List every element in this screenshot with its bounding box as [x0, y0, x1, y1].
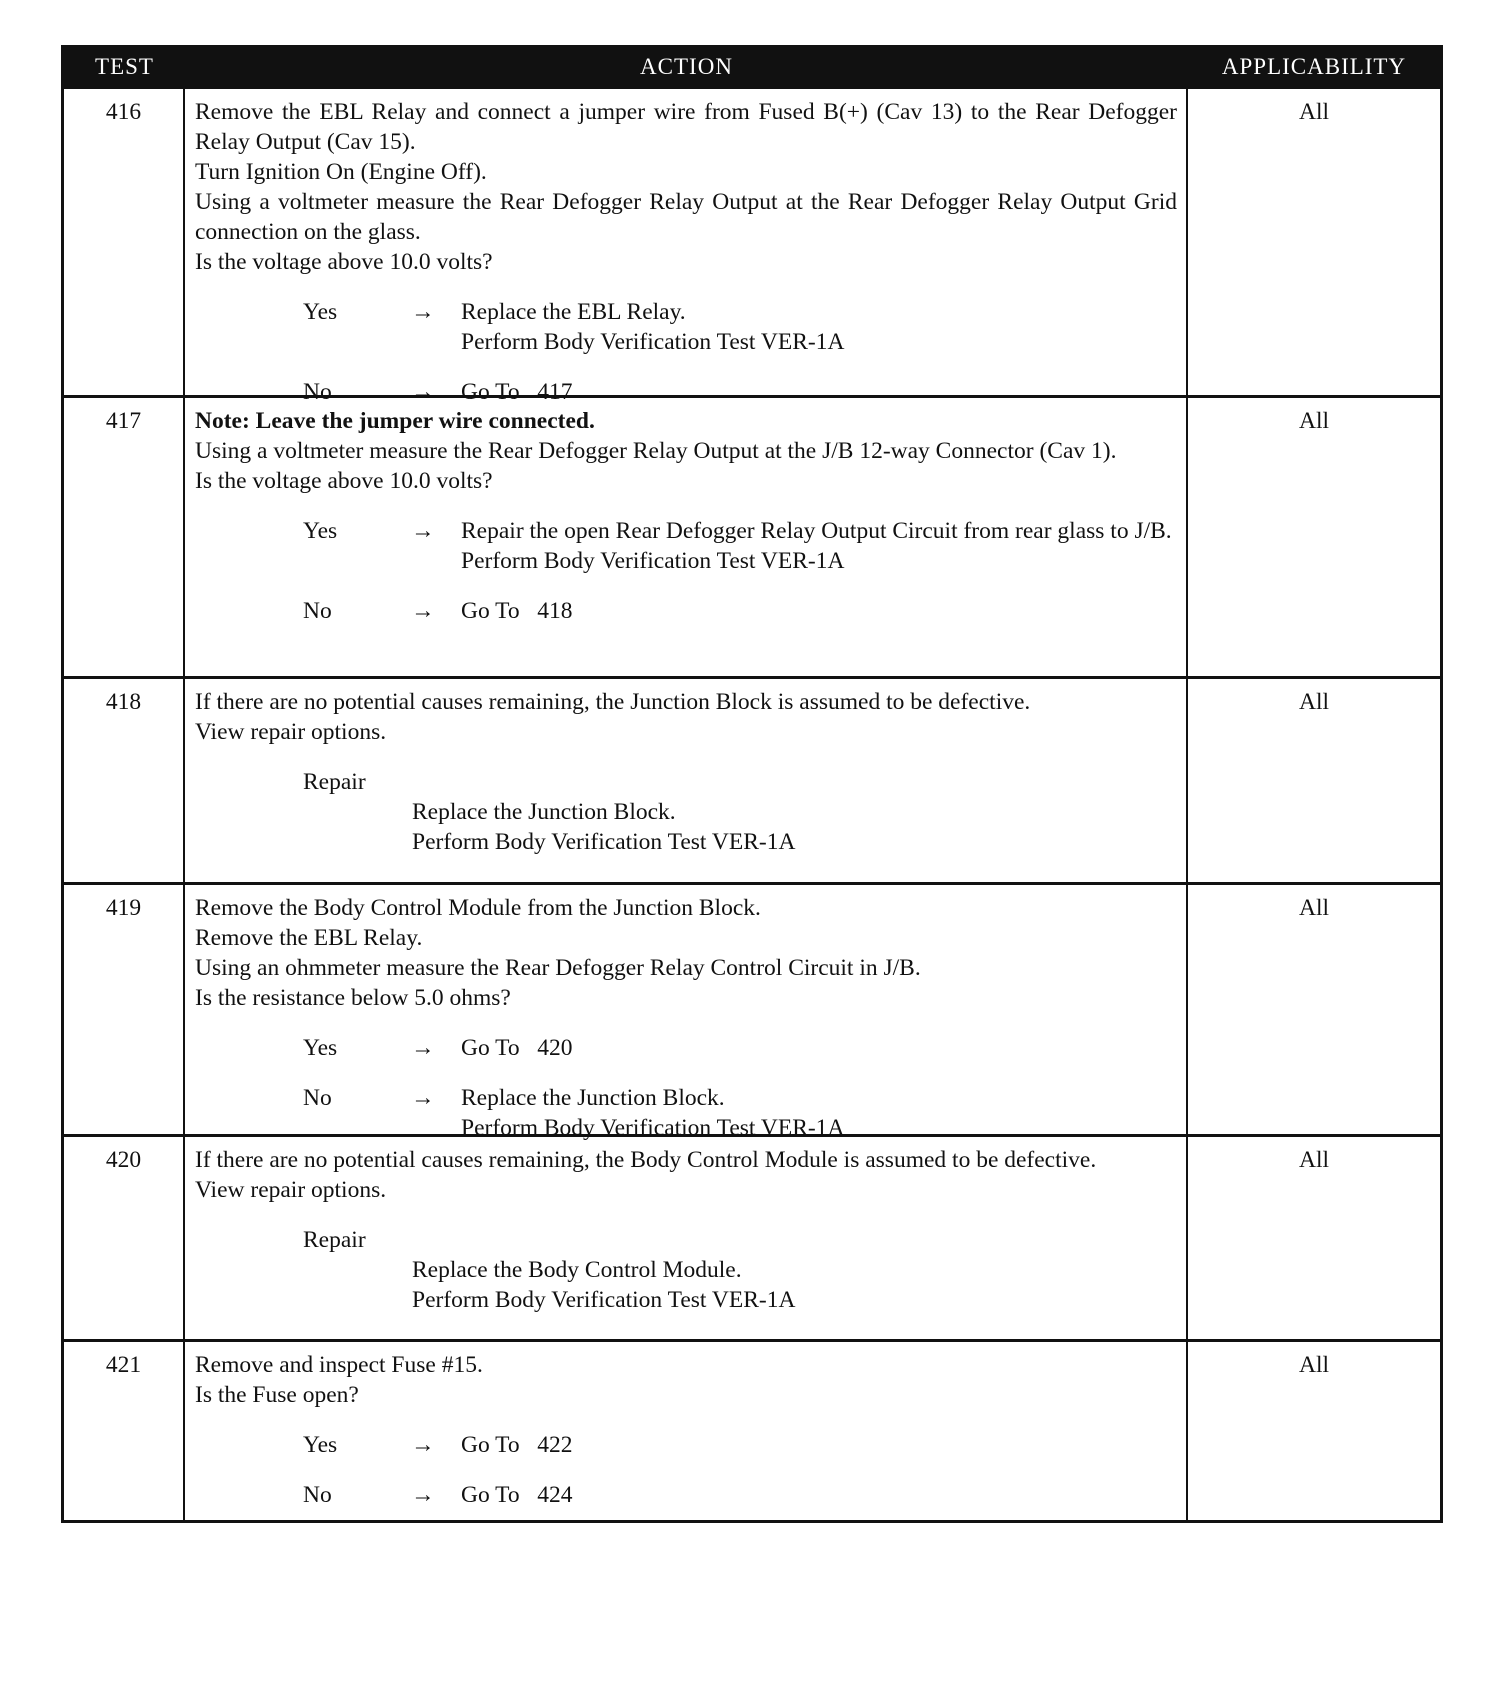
table-row: [64, 1134, 1440, 1339]
test-number: 418: [64, 679, 185, 882]
answer-label: Yes: [303, 1432, 338, 1458]
action-line: Is the voltage above 10.0 volts?: [195, 249, 493, 275]
test-number: 416: [64, 89, 185, 395]
answer-line: Go To 424: [461, 1482, 573, 1508]
repair-steps: [195, 1255, 1177, 1315]
answer-yes: [195, 1430, 1177, 1460]
arrow-icon: →: [411, 1035, 435, 1061]
action-line: Using a voltmeter measure the Rear Defogger Relay Output at the J/B 12-way Connector (Cav 1).: [195, 438, 1117, 464]
test-number: 417: [64, 398, 185, 676]
arrow-icon: →: [411, 518, 435, 544]
repair-line: Replace the Junction Block.: [412, 799, 676, 825]
answer-no: [195, 1083, 1177, 1143]
table-row: [64, 395, 1440, 676]
note-text: Note: Leave the jumper wire connected.: [195, 408, 595, 434]
applicability: All: [1298, 1352, 1330, 1378]
arrow-icon: →: [411, 1432, 435, 1458]
action-line: Remove the Body Control Module from the Junction Block.: [195, 895, 761, 921]
answer-label: Yes: [303, 518, 338, 544]
action-line: Turn Ignition On (Engine Off).: [195, 159, 487, 185]
action-line: Remove the EBL Relay and connect a jumper wire from Fused B(+) (Cav 13) to the Rear Defogger Relay Output (Cav 15).: [195, 99, 1177, 155]
action-line: Is the voltage above 10.0 volts?: [195, 468, 493, 494]
action-line: If there are no potential causes remaining, the Junction Block is assumed to be defective.: [195, 689, 1031, 715]
repair-label: Repair: [303, 1227, 366, 1253]
action-cell: [185, 1342, 1188, 1520]
action-line: Remove and inspect Fuse #15.: [195, 1352, 483, 1378]
answer-no: [195, 596, 1177, 626]
answer-line: Replace the EBL Relay.: [461, 299, 686, 325]
test-number: 419: [64, 885, 185, 1134]
answer-line: Perform Body Verification Test VER-1A: [461, 1115, 845, 1141]
arrow-icon: →: [411, 1085, 435, 1111]
answer-yes: [195, 1033, 1177, 1063]
action-cell: [185, 679, 1188, 882]
action-cell: [185, 885, 1188, 1141]
answer-line: Replace the Junction Block.: [461, 1085, 725, 1111]
answer-label: Yes: [303, 1035, 338, 1061]
applicability: All: [1298, 1147, 1330, 1173]
answer-line: Perform Body Verification Test VER-1A: [461, 329, 845, 355]
test-number: 420: [64, 1137, 185, 1339]
answer-line: Repair the open Rear Defogger Relay Output Circuit from rear glass to J/B.: [461, 518, 1172, 544]
action-line: View repair options.: [195, 1177, 387, 1203]
action-line: Using an ohmmeter measure the Rear Defogger Relay Control Circuit in J/B.: [195, 955, 921, 981]
answer-label: No: [303, 1482, 332, 1508]
action-line: Using a voltmeter measure the Rear Defogger Relay Output at the Rear Defogger Relay Output Grid connection on the glass.: [195, 189, 1177, 245]
test-number: 421: [64, 1342, 185, 1520]
applicability: All: [1298, 895, 1330, 921]
table-row: [64, 1339, 1440, 1520]
answer-yes: [195, 516, 1177, 576]
action-cell: [185, 89, 1188, 405]
action-line: Is the Fuse open?: [195, 1382, 359, 1408]
applicability: All: [1298, 408, 1330, 434]
action-line: View repair options.: [195, 719, 387, 745]
table-row: [64, 676, 1440, 882]
answer-line: Go To 420: [461, 1035, 573, 1061]
header-applicability: APPLICABILITY: [1221, 54, 1407, 79]
answer-line: Go To 417: [461, 379, 573, 405]
action-line: If there are no potential causes remaining, the Body Control Module is assumed to be defective.: [195, 1147, 1097, 1173]
repair-steps: [195, 797, 1177, 857]
arrow-icon: →: [411, 379, 435, 405]
answer-label: Yes: [303, 299, 338, 325]
answer-label: No: [303, 1085, 332, 1111]
action-cell: [185, 1137, 1188, 1339]
table-row: [64, 86, 1440, 405]
repair-label: Repair: [303, 769, 366, 795]
repair-line: Replace the Body Control Module.: [412, 1257, 742, 1283]
repair-line: Perform Body Verification Test VER-1A: [412, 1287, 796, 1313]
table-row: [64, 882, 1440, 1141]
answer-label: No: [303, 379, 332, 405]
action-cell: [185, 398, 1188, 676]
action-line: Is the resistance below 5.0 ohms?: [195, 985, 511, 1011]
answer-line: Perform Body Verification Test VER-1A: [461, 548, 845, 574]
action-line: Remove the EBL Relay.: [195, 925, 423, 951]
answer-no: [195, 1480, 1177, 1510]
answer-label: No: [303, 598, 332, 624]
arrow-icon: →: [411, 1482, 435, 1508]
table-header: [64, 48, 1440, 86]
arrow-icon: →: [411, 299, 435, 325]
applicability: All: [1298, 689, 1330, 715]
header-test: TEST: [95, 54, 154, 79]
answer-yes: [195, 297, 1177, 357]
repair-line: Perform Body Verification Test VER-1A: [412, 829, 796, 855]
answer-line: Go To 418: [461, 598, 573, 624]
diagnostic-test-table: [61, 45, 1443, 1523]
header-action: ACTION: [640, 54, 733, 79]
arrow-icon: →: [411, 598, 435, 624]
applicability: All: [1298, 99, 1330, 125]
answer-line: Go To 422: [461, 1432, 573, 1458]
